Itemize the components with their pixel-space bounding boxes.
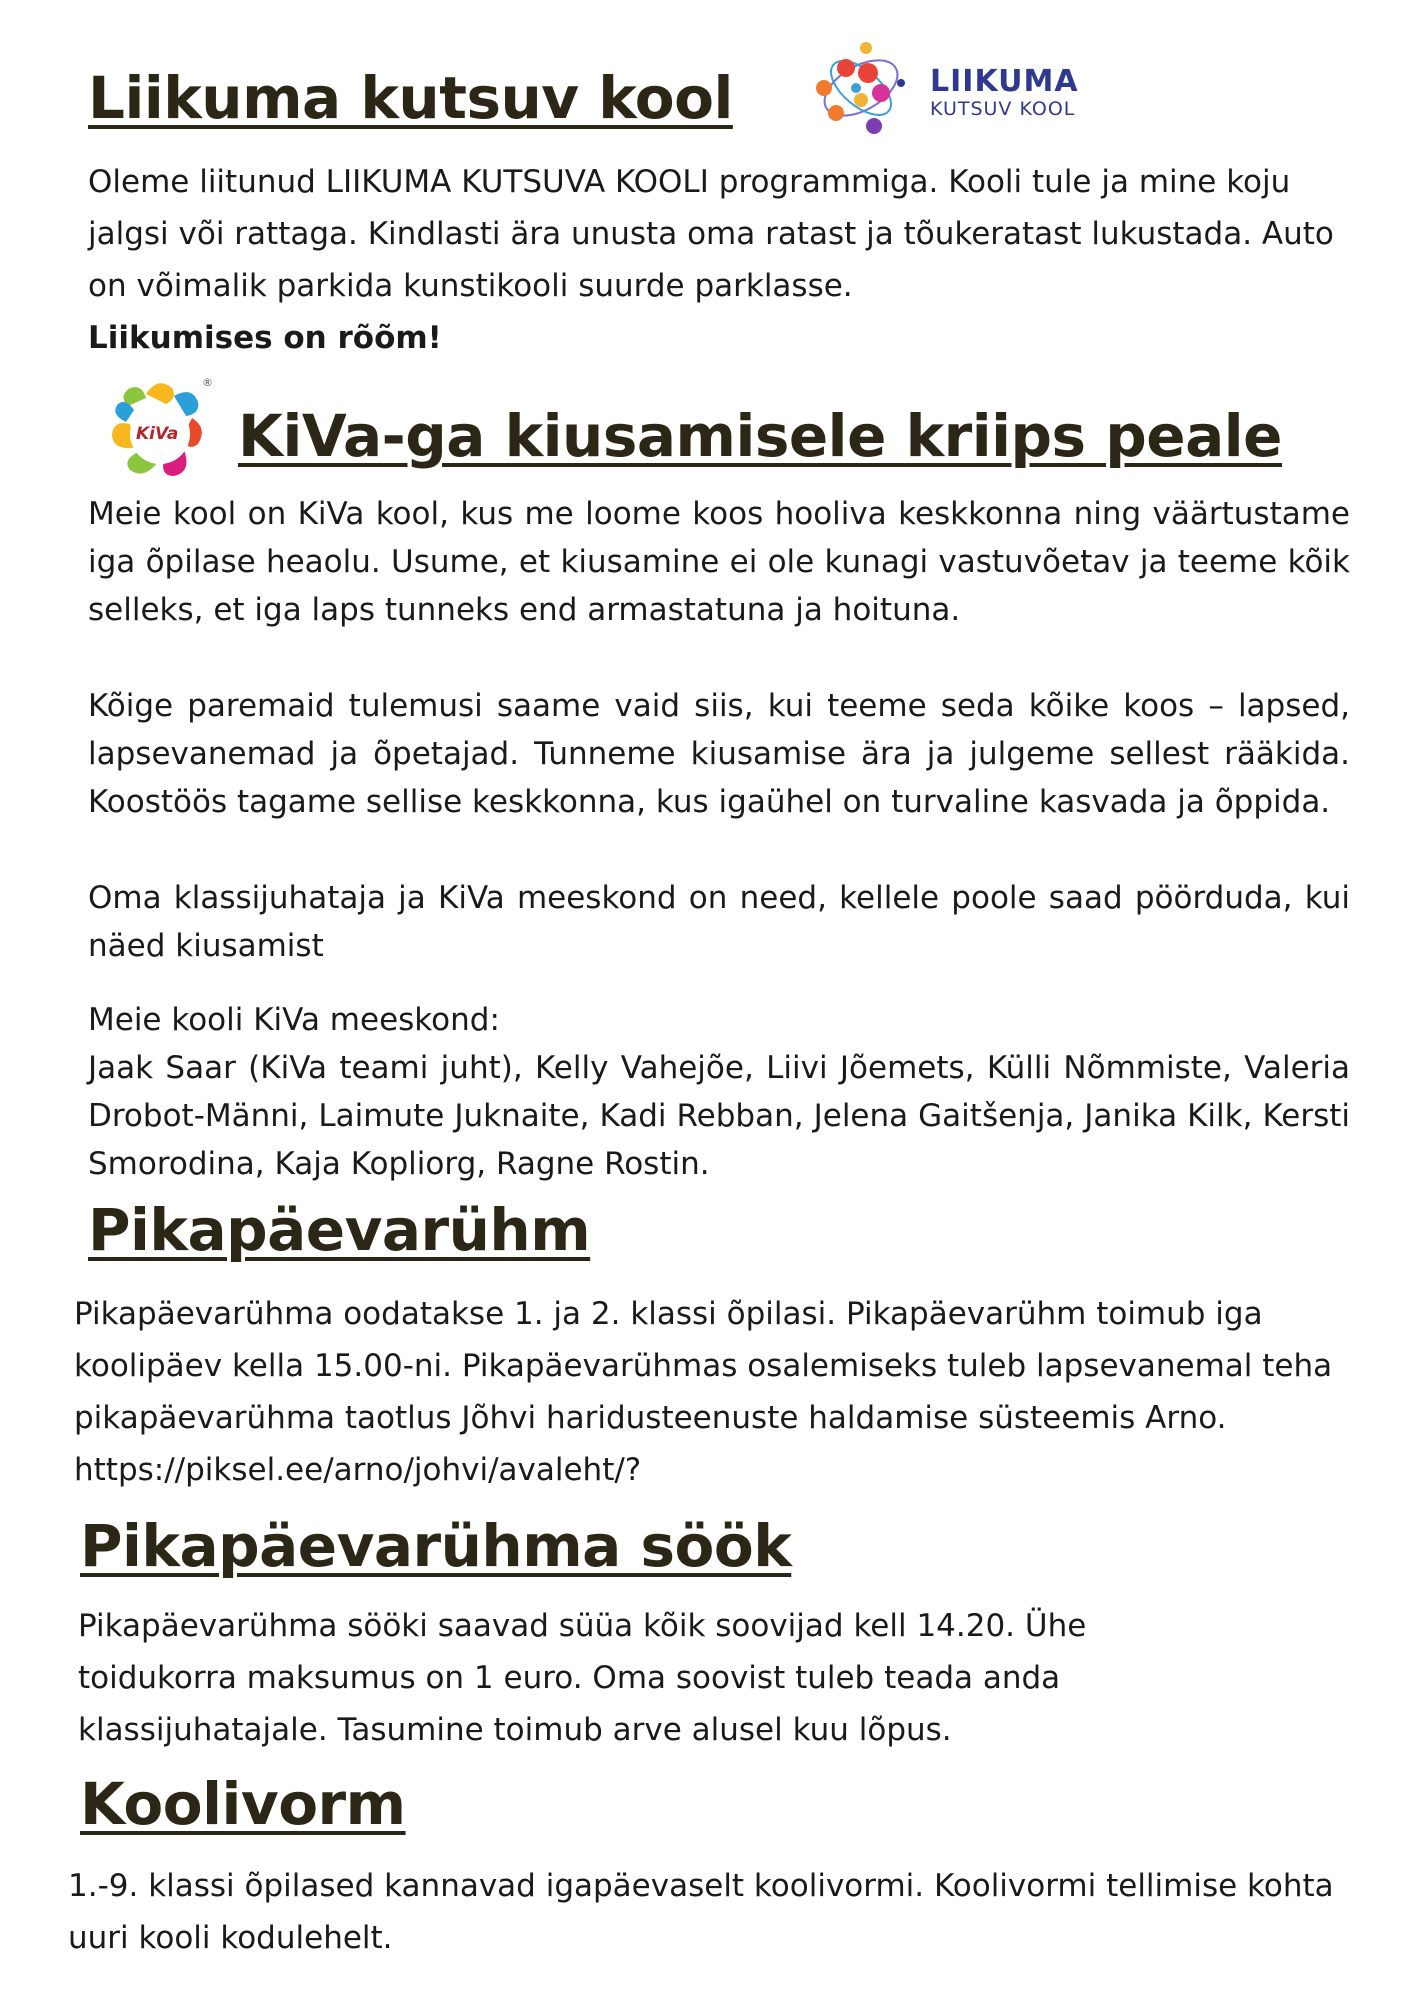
koolivorm-text: 1.-9. klassi õpilased kannavad igapäevaselt koolivormi. Koolivormi tellimise kohta uuri kooli kodulehelt. [68, 1868, 1334, 1956]
kiva-team-label: Meie kooli KiVa meeskond: [88, 1002, 500, 1038]
liikuma-heading: Liikuma kutsuv kool [88, 64, 733, 132]
sook-heading: Pikapäevarühma söök [80, 1512, 792, 1580]
liikuma-logo-text-line1: LIIKUMA [930, 64, 1079, 99]
kiva-team-members: Jaak Saar (KiVa teami juht), Kelly Vahejõe, Liivi Jõemets, Külli Nõmmiste, Valeria Drobot-Männi, Laimute Juknaite, Kadi Rebban, Jelena Gaitšenja, Janika Kilk, Kersti Smorodina, Kaja Kopliorg, Ragne Rostin. [88, 1050, 1350, 1182]
pikapaev-text: Pikapäevarühma oodatakse 1. ja 2. klassi õpilasi. Pikapäevarühm toimub iga koolipäev kella 15.00-ni. Pikapäevarühmas osalemiseks tuleb lapsevanemal teha pikapäevarühma taotlus Jõhvi haridusteenuste haldamise süsteemis Arno. https://piksel.ee/arno/johvi/avaleht/? [74, 1296, 1333, 1488]
kiva-logo-registered: ® [202, 376, 213, 389]
kiva-logo [108, 376, 214, 486]
liikuma-logo-text-line2: KUTSUV KOOL [930, 98, 1076, 120]
liikuma-bold-line: Liikumises on rõõm! [88, 320, 442, 356]
sook-text: Pikapäevarühma sööki saavad süüa kõik soovijad kell 14.20. Ühe toidukorra maksumus on 1 euro. Oma soovist tuleb teada anda klassijuhatajale. Tasumine toimub arve alusel kuu lõpus. [78, 1608, 1087, 1748]
pikapaev-heading: Pikapäevarühm [88, 1196, 591, 1264]
liikuma-logo [806, 38, 1096, 138]
kiva-heading: KiVa-ga kiusamisele kriips peale [238, 402, 1282, 470]
kiva-paragraph-2: Kõige paremaid tulemusi saame vaid siis, kui teeme seda kõike koos – lapsed, lapsevanemad ja õpetajad. Tunneme kiusamise ära ja julgeme sellest rääkida. Koostöös tagame sellise keskkonna, kus igaühel on turvaline kasvada ja õppida. [88, 688, 1350, 820]
kiva-paragraph-3: Oma klassijuhataja ja KiVa meeskond on need, kellele poole saad pöörduda, kui näed kiusamist [88, 880, 1350, 964]
liikuma-text: Oleme liitunud LIIKUMA KUTSUVA KOOLI programmiga. Kooli tule ja mine koju jalgsi või rattaga. Kindlasti ära unusta oma ratast ja tõukeratast lukustada. Auto on võimalik parkida kunstikooli suurde parklasse. [88, 164, 1334, 304]
koolivorm-heading: Koolivorm [80, 1770, 406, 1838]
kiva-logo-text: KiVa [136, 424, 179, 444]
kiva-paragraph-1: Meie kool on KiVa kool, kus me loome koos hooliva keskkonna ning väärtustame iga õpilase heaolu. Usume, et kiusamine ei ole kunagi vastuvõetav ja teeme kõik selleks, et iga laps tunneks end armastatuna ja hoituna. [88, 496, 1350, 628]
liikuma-logo-icon [806, 38, 926, 138]
